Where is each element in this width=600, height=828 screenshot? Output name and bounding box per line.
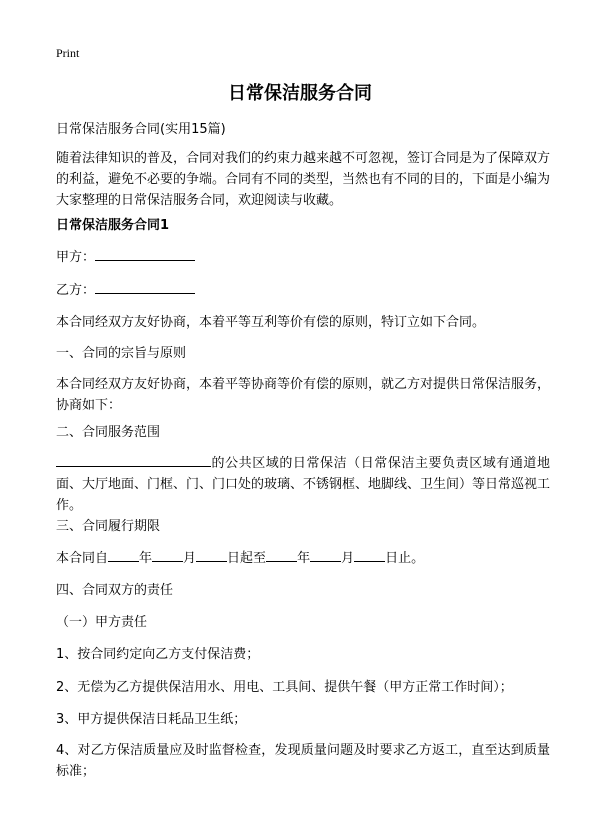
start-year-blank[interactable]: [108, 548, 139, 562]
term-from-label: 日起至: [227, 551, 267, 566]
start-month-blank[interactable]: [152, 548, 183, 562]
party-a-label: 甲方：: [56, 250, 96, 265]
sub-a-title: （一）甲方责任: [56, 615, 148, 630]
party-b-label: 乙方：: [56, 283, 96, 298]
start-day-blank[interactable]: [196, 548, 227, 562]
item-2: 2、无偿为乙方提供保洁用水、用电、工具间、提供午餐（甲方正常工作时间）；: [56, 680, 513, 695]
section1-text: 本合同经双方友好协商，本着平等协商等价有偿的原则，就乙方对提供日常保洁服务，协商如下：: [56, 377, 551, 413]
end-day-blank[interactable]: [354, 548, 385, 562]
service-area-blank[interactable]: [56, 453, 211, 467]
end-month-blank[interactable]: [310, 548, 341, 562]
party-a-blank[interactable]: [95, 247, 195, 261]
section2-title: 二、合同服务范围: [56, 425, 161, 440]
document-title: 日常保洁服务合同: [228, 83, 372, 104]
intro-paragraph: 随着法律知识的普及，合同对我们的约束力越来越不可忽视，签订合同是为了保障双方的利益，避免不必要的争端。合同有不同的类型，当然也有不同的目的，下面是小编为大家整理的日常保洁服务合同，欢迎阅读与收藏。: [56, 151, 551, 208]
section2-text: 的公共区域的日常保洁（日常保洁主要负责区域有通道地面、大厅地面、门框、门、门口处的玻璃、不锈钢框、地脚线、卫生间）等日常巡视工作。: [56, 456, 551, 513]
term-year-label: 年: [139, 551, 153, 566]
party-b-blank[interactable]: [95, 280, 195, 294]
end-year-blank[interactable]: [266, 548, 297, 562]
term-year2-label: 年: [297, 551, 311, 566]
term-line: [56, 548, 552, 569]
party-a-line: [56, 247, 552, 268]
contract-heading: 日常保洁服务合同1: [56, 218, 170, 233]
section2-paragraph: [56, 453, 550, 516]
preamble: 本合同经双方友好协商，本着平等互利等价有偿的原则，特订立如下合同。: [56, 315, 486, 330]
term-end-label: 日止。: [385, 551, 425, 566]
section3-title: 三、合同履行期限: [56, 519, 161, 534]
item-3: 3、甲方提供保洁日耗品卫生纸；: [56, 712, 247, 727]
term-month2-label: 月: [341, 551, 355, 566]
term-prefix: 本合同自: [56, 551, 109, 566]
item-4: 4、对乙方保洁质量应及时监督检查，发现质量问题及时要求乙方返工，直至达到质量标准；: [56, 743, 550, 779]
section4-title: 四、合同双方的责任: [56, 583, 174, 598]
item-1: 1、按合同约定向乙方支付保洁费；: [56, 647, 260, 662]
document-subtitle: 日常保洁服务合同(实用15篇): [56, 122, 226, 137]
print-link[interactable]: Print: [56, 46, 80, 60]
party-b-line: [56, 280, 552, 301]
term-month-label: 月: [183, 551, 197, 566]
section1-title: 一、合同的宗旨与原则: [56, 346, 187, 361]
